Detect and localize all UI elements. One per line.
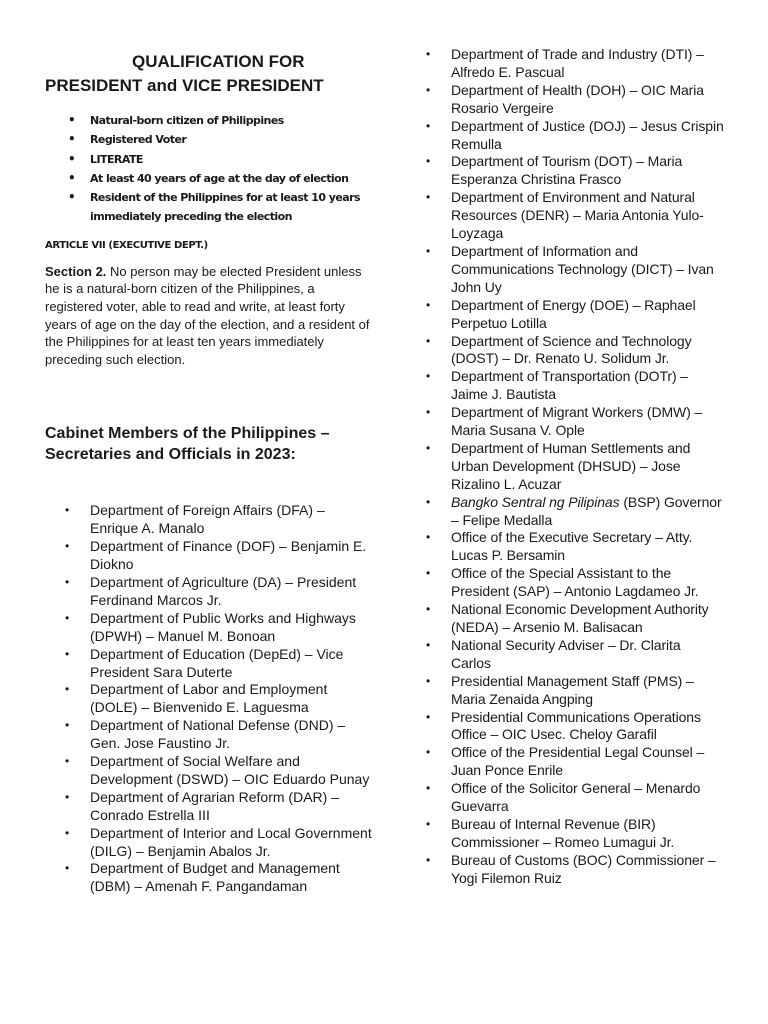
bullet-icon: • [65, 682, 70, 697]
bullet-icon: • [426, 602, 431, 617]
bullet-icon: • [65, 754, 70, 769]
list-item: • Natural-born citizen of Philippines [45, 111, 375, 130]
right-column [424, 46, 724, 888]
list-item: • Department of Budget and Management (DBM) – Amenah F. Pangandaman [65, 860, 340, 895]
section-label: Section 2. [45, 263, 107, 279]
bullet-icon: • [68, 170, 76, 185]
list-item: • Department of Education (DepEd) – Vice President Sara Duterte [65, 645, 344, 680]
bullet-icon: • [426, 405, 431, 420]
list-item: • Department of Health (DOH) – OIC Maria Rosario Vergeire [426, 81, 704, 116]
bullet-icon: • [65, 825, 70, 840]
bullet-icon: • [65, 574, 70, 589]
section-text: No person may be elected President unless he is a natural-born citizen of the Philippines, a registered voter, able to read and write, at least forty years of age on the day of the election, and a resident of the Philippines for at least ten years immediately preceding such election. [45, 263, 370, 367]
cabinet-list-left [45, 502, 375, 896]
list-item: • Department of Energy (DOE) – Raphael Perpetuo Lotilla [426, 296, 696, 331]
list-item: • Department of Agrarian Reform (DAR) – Conrado Estrella III [65, 788, 339, 823]
list-item-bsp [424, 494, 724, 530]
qualification-list [45, 111, 375, 227]
list-item: • Department of Finance (DOF) – Benjamin E. Diokno [65, 538, 367, 573]
list-item: • Department of Justice (DOJ) – Jesus Crispin Remulla [426, 117, 724, 152]
bullet-icon: • [426, 82, 431, 97]
bullet-icon: • [426, 440, 431, 455]
bullet-icon: • [426, 243, 431, 258]
list-item: • Registered Voter [45, 130, 375, 149]
list-item: • Resident of the Philippines for at least 10 years immediately preceding the election [68, 190, 361, 224]
list-item: • Presidential Communications Operations Office – OIC Usec. Cheloy Garafil [426, 708, 701, 743]
list-item: • Department of Transportation (DOTr) – Jaime J. Bautista [426, 368, 688, 403]
list-item: • National Economic Development Authority (NEDA) – Arsenio M. Balisacan [426, 601, 709, 635]
bullet-icon: • [426, 297, 431, 312]
bullet-icon: • [426, 333, 431, 348]
list-item: • Department of Foreign Affairs (DFA) – Enrique A. Manalo [65, 502, 325, 537]
bullet-icon: • [426, 190, 431, 205]
list-item: • Department of Information and Communications Technology (DICT) – Ivan John Uy [426, 242, 714, 295]
bullet-icon: • [65, 718, 70, 733]
bullet-icon: • [68, 132, 76, 147]
bullet-icon: • [426, 673, 431, 688]
bullet-icon: • [65, 646, 70, 661]
left-column [45, 50, 375, 896]
bullet-icon: • [65, 503, 70, 518]
bullet-icon: • [426, 816, 431, 831]
list-item: • Department of Trade and Industry (DTI) – Alfredo E. Pascual [426, 46, 704, 80]
list-item: • Department of Labor and Employment (DOLE) – Bienvenido E. Laguesma [65, 681, 328, 716]
bullet-icon: • [426, 566, 431, 581]
qualification-title-line1: QUALIFICATION FOR [132, 52, 305, 71]
bullet-icon: • [426, 852, 431, 867]
section-paragraph [45, 263, 375, 369]
bullet-icon: • [426, 637, 431, 652]
bullet-icon: • [426, 530, 431, 545]
list-item: • Department of Tourism (DOT) – Maria Esperanza Christina Frasco [426, 153, 683, 188]
list-item: • Department of Migrant Workers (DMW) – Maria Susana V. Ople [426, 404, 703, 439]
list-item: • Department of Public Works and Highways (DPWH) – Manuel M. Bonoan [65, 609, 356, 644]
bullet-icon: • [68, 190, 76, 205]
bullet-icon: • [426, 745, 431, 760]
bullet-icon: • [68, 151, 76, 166]
list-item: • Office of the Presidential Legal Counsel – Juan Ponce Enrile [426, 744, 705, 779]
bullet-icon: • [426, 118, 431, 133]
bullet-icon: • [426, 781, 431, 796]
bsp-governor: (BSP) Governor – Felipe Medalla [451, 493, 722, 528]
list-item: • Department of Social Welfare and Development (DSWD) – OIC Eduardo Punay [65, 753, 370, 787]
bullet-icon: • [65, 789, 70, 804]
bullet-icon: • [65, 610, 70, 625]
bullet-icon: • [68, 113, 76, 127]
list-item: • Department of National Defense (DND) – Gen. Jose Faustino Jr. [65, 717, 346, 752]
list-item: • Department of Environment and Natural Resources (DENR) – Maria Antonia Yulo-Loyzaga [426, 189, 704, 242]
article-heading: ARTICLE VII (EXECUTIVE DEPT.) [45, 239, 208, 251]
cabinet-list-right [424, 46, 724, 888]
list-item: • Bureau of Internal Revenue (BIR) Commissioner – Romeo Lumagui Jr. [426, 815, 675, 850]
list-item: • Department of Human Settlements and Urban Development (DHSUD) – Jose Rizalino L. Acuzar [426, 439, 691, 492]
bullet-icon: • [426, 154, 431, 169]
bullet-icon: • [426, 47, 431, 61]
list-item: • Presidential Management Staff (PMS) – Maria Zenaida Angping [426, 672, 694, 707]
list-item: • At least 40 years of age at the day of election [45, 169, 375, 188]
list-item: • National Security Adviser – Dr. Clarita Carlos [426, 636, 681, 671]
bullet-icon: • [65, 861, 70, 876]
bullet-icon: • [65, 539, 70, 554]
list-item: • Department of Agriculture (DA) – President Ferdinand Marcos Jr. [65, 573, 357, 608]
bullet-icon: • [426, 369, 431, 384]
bsp-name: Bangko Sentral ng Pilipinas [451, 493, 620, 510]
list-item: • Office of the Solicitor General – Menardo Guevarra [426, 780, 701, 815]
bullet-icon: • [426, 709, 431, 724]
list-item: • Office of the Special Assistant to the President (SAP) – Antonio Lagdameo Jr. [426, 565, 699, 600]
bullet-icon: • [426, 494, 431, 509]
cabinet-title: Cabinet Members of the Philippines – Secretaries and Officials in 2023: [45, 425, 330, 464]
list-item: • Department of Science and Technology (DOST) – Dr. Renato U. Solidum Jr. [426, 332, 692, 367]
qualification-title-line2: PRESIDENT and VICE PRESIDENT [45, 76, 324, 95]
qualification-title [45, 50, 375, 98]
list-item: • LITERATE [45, 150, 375, 169]
list-item: • Department of Interior and Local Government (DILG) – Benjamin Abalos Jr. [65, 824, 372, 859]
list-item: • Bureau of Customs (BOC) Commissioner – Yogi Filemon Ruiz [426, 851, 716, 886]
list-item: • Office of the Executive Secretary – Atty. Lucas P. Bersamin [426, 529, 693, 564]
